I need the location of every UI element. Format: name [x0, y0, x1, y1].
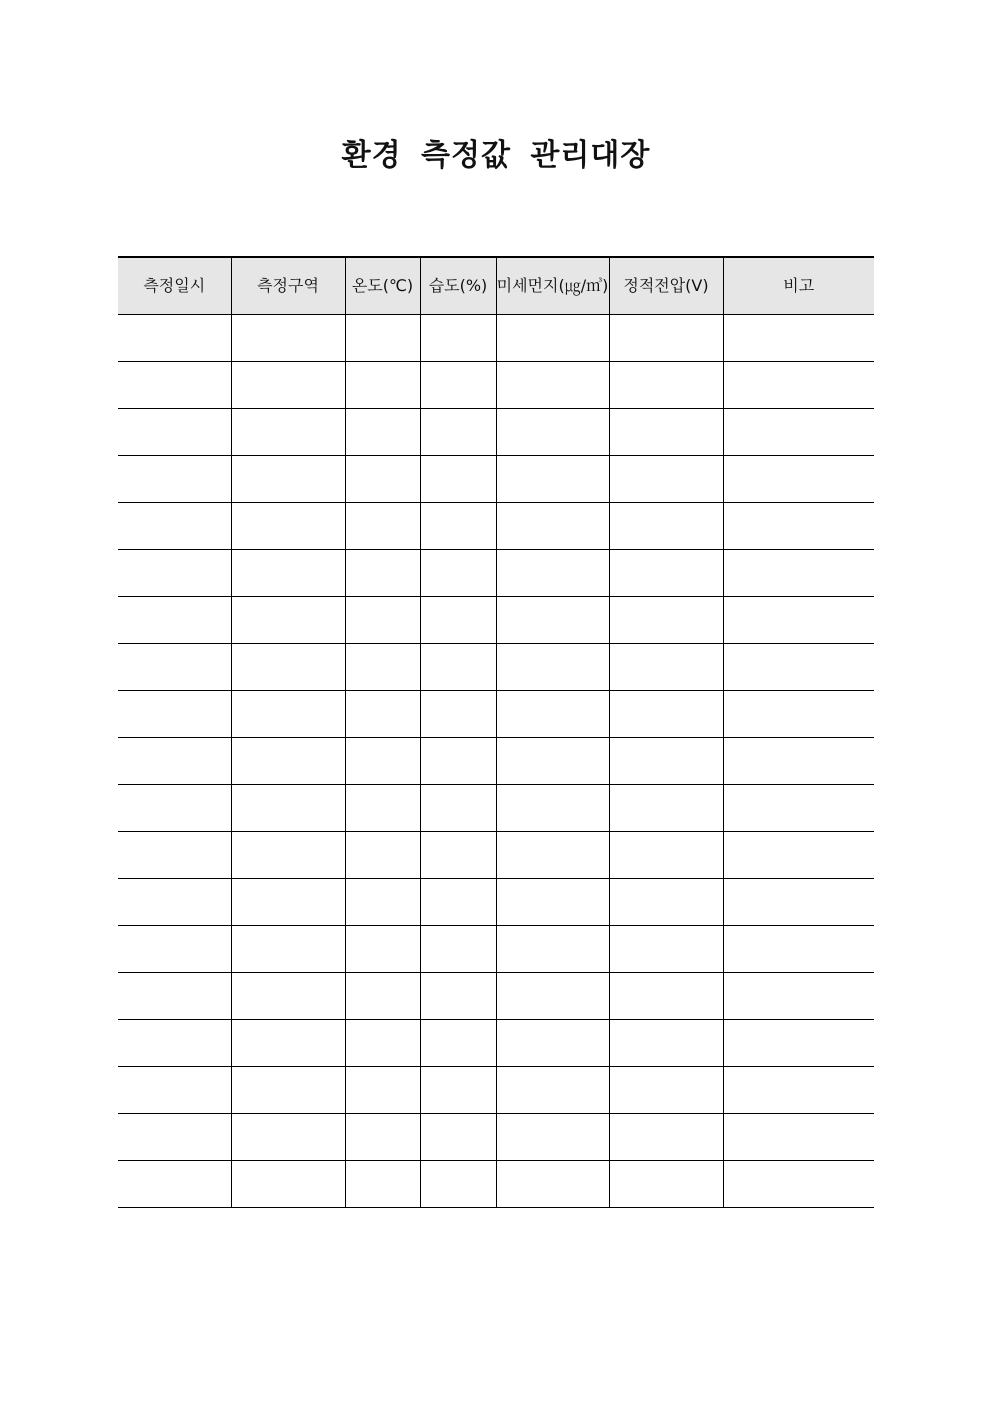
table-cell	[118, 550, 231, 597]
table-cell	[231, 409, 345, 456]
table-cell	[723, 1067, 874, 1114]
table-cell	[609, 362, 723, 409]
table-cell	[118, 832, 231, 879]
table-cell	[420, 1067, 496, 1114]
table-cell	[118, 738, 231, 785]
table-cell	[231, 503, 345, 550]
table-cell	[345, 597, 420, 644]
table-cell	[118, 1067, 231, 1114]
table-cell	[231, 879, 345, 926]
table-cell	[420, 597, 496, 644]
table-cell	[231, 644, 345, 691]
table-cell	[345, 644, 420, 691]
header-measure-zone: 측정구역	[231, 257, 345, 315]
table-cell	[609, 1161, 723, 1208]
table-cell	[345, 973, 420, 1020]
table-cell	[496, 785, 609, 832]
table-cell	[420, 456, 496, 503]
header-static-voltage: 정적전압(V)	[609, 257, 723, 315]
table-cell	[231, 926, 345, 973]
table-cell	[723, 785, 874, 832]
table-cell	[723, 1161, 874, 1208]
table-cell	[496, 879, 609, 926]
header-temperature: 온도(℃)	[345, 257, 420, 315]
table-cell	[609, 644, 723, 691]
table-cell	[345, 738, 420, 785]
table-cell	[231, 362, 345, 409]
table-cell	[496, 409, 609, 456]
table-cell	[345, 315, 420, 362]
table-cell	[420, 879, 496, 926]
table-cell	[496, 1067, 609, 1114]
table-cell	[496, 550, 609, 597]
table-cell	[723, 926, 874, 973]
table-cell	[231, 550, 345, 597]
table-cell	[345, 1020, 420, 1067]
table-cell	[609, 1114, 723, 1161]
table-cell	[420, 973, 496, 1020]
table-cell	[420, 550, 496, 597]
table-cell	[345, 691, 420, 738]
table-cell	[345, 785, 420, 832]
table-cell	[609, 315, 723, 362]
table-cell	[420, 1020, 496, 1067]
table-cell	[345, 832, 420, 879]
table-cell	[420, 926, 496, 973]
table-cell	[118, 362, 231, 409]
table-row	[118, 879, 874, 926]
table-row	[118, 644, 874, 691]
table-cell	[723, 879, 874, 926]
table-cell	[609, 409, 723, 456]
table-row	[118, 1161, 874, 1208]
table-cell	[118, 503, 231, 550]
table-cell	[496, 973, 609, 1020]
header-row	[118, 257, 874, 315]
table-cell	[420, 738, 496, 785]
table-cell	[118, 1161, 231, 1208]
table-cell	[231, 1020, 345, 1067]
table-cell	[231, 1161, 345, 1208]
table-cell	[496, 1114, 609, 1161]
table-cell	[231, 456, 345, 503]
table-cell	[723, 315, 874, 362]
table-cell	[609, 973, 723, 1020]
table-cell	[723, 1114, 874, 1161]
table-cell	[723, 644, 874, 691]
table-cell	[723, 691, 874, 738]
table-cell	[496, 362, 609, 409]
header-remarks: 비고	[723, 257, 874, 315]
table-cell	[345, 879, 420, 926]
table-row	[118, 503, 874, 550]
table-cell	[496, 926, 609, 973]
table-cell	[609, 879, 723, 926]
header-fine-dust: 미세먼지(㎍/㎥)	[496, 257, 609, 315]
table-cell	[723, 597, 874, 644]
table-cell	[345, 1114, 420, 1161]
table-row	[118, 1067, 874, 1114]
table-cell	[118, 315, 231, 362]
table-row	[118, 1114, 874, 1161]
table-cell	[609, 926, 723, 973]
table-cell	[420, 315, 496, 362]
table-cell	[231, 973, 345, 1020]
table-cell	[496, 1020, 609, 1067]
table-cell	[496, 503, 609, 550]
table-cell	[609, 550, 723, 597]
table-cell	[231, 315, 345, 362]
table-row	[118, 409, 874, 456]
header-humidity: 습도(%)	[420, 257, 496, 315]
table-cell	[723, 973, 874, 1020]
table-row	[118, 597, 874, 644]
table-cell	[420, 362, 496, 409]
table-cell	[609, 832, 723, 879]
table-cell	[723, 550, 874, 597]
table-cell	[723, 456, 874, 503]
table-cell	[231, 691, 345, 738]
table-cell	[118, 409, 231, 456]
table-cell	[420, 1114, 496, 1161]
table-cell	[420, 644, 496, 691]
table-cell	[118, 879, 231, 926]
table-cell	[723, 503, 874, 550]
table-cell	[723, 409, 874, 456]
table-cell	[345, 409, 420, 456]
table-row	[118, 550, 874, 597]
table-cell	[420, 409, 496, 456]
document-title: 환경 측정값 관리대장	[341, 138, 651, 173]
table-cell	[496, 456, 609, 503]
table-cell	[723, 832, 874, 879]
table-cell	[118, 1020, 231, 1067]
table-cell	[723, 362, 874, 409]
table-cell	[118, 456, 231, 503]
table-cell	[345, 1067, 420, 1114]
table-cell	[496, 597, 609, 644]
table-cell	[609, 456, 723, 503]
table-cell	[496, 644, 609, 691]
table-cell	[231, 597, 345, 644]
table-cell	[231, 738, 345, 785]
table-cell	[345, 926, 420, 973]
table-cell	[118, 644, 231, 691]
table-cell	[118, 785, 231, 832]
table-cell	[345, 503, 420, 550]
table-cell	[345, 550, 420, 597]
table-cell	[609, 1020, 723, 1067]
table-row	[118, 456, 874, 503]
table-row	[118, 785, 874, 832]
table-cell	[496, 738, 609, 785]
measurement-ledger-table	[118, 256, 874, 1208]
table-row	[118, 1020, 874, 1067]
table-row	[118, 738, 874, 785]
table-cell	[609, 1067, 723, 1114]
ledger-body	[118, 315, 874, 1208]
table-cell	[609, 785, 723, 832]
table-cell	[723, 1020, 874, 1067]
table-row	[118, 926, 874, 973]
table-row	[118, 362, 874, 409]
table-row	[118, 691, 874, 738]
table-cell	[231, 785, 345, 832]
table-cell	[231, 1114, 345, 1161]
table-cell	[420, 832, 496, 879]
table-cell	[496, 1161, 609, 1208]
table-cell	[231, 1067, 345, 1114]
table-cell	[420, 691, 496, 738]
table-cell	[609, 503, 723, 550]
table-cell	[231, 832, 345, 879]
table-cell	[496, 691, 609, 738]
table-cell	[118, 973, 231, 1020]
table-cell	[420, 1161, 496, 1208]
table-cell	[118, 1114, 231, 1161]
table-row	[118, 315, 874, 362]
table-cell	[345, 1161, 420, 1208]
table-cell	[496, 315, 609, 362]
table-cell	[345, 456, 420, 503]
table-row	[118, 832, 874, 879]
table-cell	[118, 597, 231, 644]
table-cell	[609, 597, 723, 644]
table-cell	[723, 738, 874, 785]
table-row	[118, 973, 874, 1020]
table-cell	[118, 926, 231, 973]
table-cell	[609, 738, 723, 785]
table-cell	[118, 691, 231, 738]
header-measure-datetime: 측정일시	[118, 257, 231, 315]
table-cell	[496, 832, 609, 879]
table-cell	[420, 503, 496, 550]
table-cell	[609, 691, 723, 738]
table-cell	[420, 785, 496, 832]
table-cell	[345, 362, 420, 409]
